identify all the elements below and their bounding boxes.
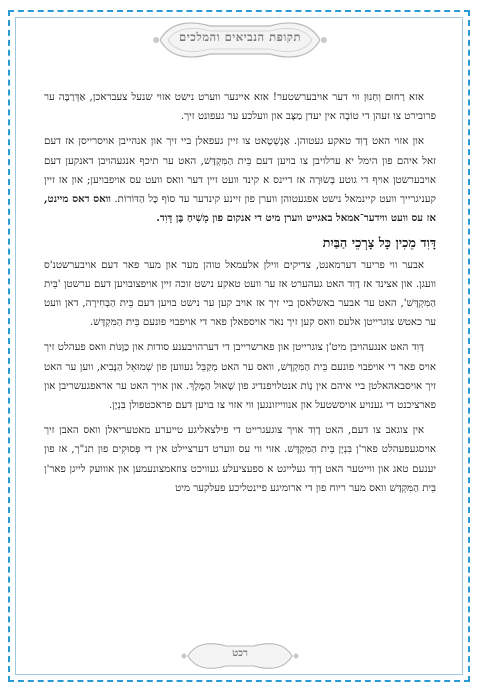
page-number: רכט [232, 648, 248, 659]
paragraph-1 [44, 88, 436, 126]
section-heading: דָּוִד מֵכִין כָּל צָרְכֵי הַבַּיִת [322, 236, 436, 252]
paragraph-3-text: אבער ווי פריער דערמאנט, צדיקים ווילן אלעמאל טוהן מער און מער פאר דעם אויבערשטנ'ס וועגן. און אצינד אז דָוִד האט געהערט אז ער וועט טאקע נישט זוכה זיין אויפצובויען דעם ערשטן 'בֵּית הַמִּקְדָּשׁ', האט ער אבער באשלאסן ביי זיך אז אויב קען ער נישט בויען דעם בֵּית הַבְּחִירָה, דאן וועט ער כאטש צוגרייטן אלעס וואס קען זיך נאר אויספאלן פאר די אויפבוי פונעם בֵּית הַמִּקְדָּשׁ. [44, 259, 436, 329]
paragraph-5-text: אין צוגאב צו דעם, האט דָוִד אויך צוגעגרייט די פילצאליגע טייערע מאטעריאלן וואס האבן זיך אויסגעפעהלט פאר'ן בִּנְיָן בֵּית הַמִּקְדָּשׁ. אזוי ווי עס ווערט דערציילט אין די פְּסוּקִים פון תנ"ך, אז פון יענעם טאג און ווייטער האט דָוִד געלייגט א ספעציעלע געוויכט צוזאמצונעמען און אווועק לייגן פאר'ן בֵּית הַמִּקְדָּשׁ וואס מער ריוח פון די ארומיגע פיינטליכע פעלקער מיט [44, 425, 436, 494]
paragraph-5 [44, 421, 436, 498]
running-header-title: תקופת הנביאים והמלכים [179, 30, 301, 44]
paragraph-2-bold: וואס דאס מיינט, אז עס וועט ווידער־אמאל באגייט ווערן מיט די אנקום פון מָשִׁיחַ בֶּן דָּוִד. [44, 193, 436, 225]
paragraph-4-text: דָּוִד האט אנגעהויבן מיט'ן צוגרייטן און פארשרייבן די דערהויבענע סודות און כַּוָּנוֹת וואס פעהלט זיך אויס פאר די אויפבוי פונעם בֵּית הַמִּקְדָּשׁ, וואס ער האט מְקַבֵּל געווען פון שְׁמוּאֵל הַנָּבִיא, ווען ער האט זיך אויסבאהאלטן ביי איהם אין נָוֹת אנטלויפנדיג פון שָׁאוּל הַמֶּלֶךְ. און אויך האט ער אראפגעשריבן און פארציכנט די גענויע אויסשטעל און אנווייזונגען ווי אזוי צו בויען דעם פראכטפולן בִּנְיָן. [44, 342, 436, 412]
paragraph-4 [44, 338, 436, 415]
page-content [44, 88, 436, 633]
paragraph-2-text: און אזוי האט דָוִד טאקע געטוהן. אַנְשְׁטָאט צו זיין געפאלן ביי זיך און אנהייבן אויסרייסן אז דעם זאל איהם פון הימל יא ערלויבן צו בויען דעם בֵּית הַמִּקְדָּשׁ, האט ער תיכף אנגעהויבן דאנקען דעם אויבערשטן אויף די גוטע בְּשׂוּרָה אז דיינס א קינד וועט זיין דער וואס וועט עס אויפבויען; און אז זיין קעניגרייך וועט קיינמאל נישט אפגעטוהן ווערן פון זיינע קינדער עד סוֹף כָּל הַדּוֹרוֹת. [44, 136, 436, 206]
paragraph-2 [44, 132, 436, 228]
paragraph-3 [44, 256, 436, 333]
paragraph-1-text: אזא רַחוּם וְחַנוּן ווי דער אויבערשטער! אזא איינער ווערט נישט אזוי שנעל צעבראכן, אַדְּרַבָּה ער פרובירט צו זעהן די טוֹבָה אין יעדן מַצָּב און וועלכע ער געפונט זיך. [44, 92, 436, 123]
